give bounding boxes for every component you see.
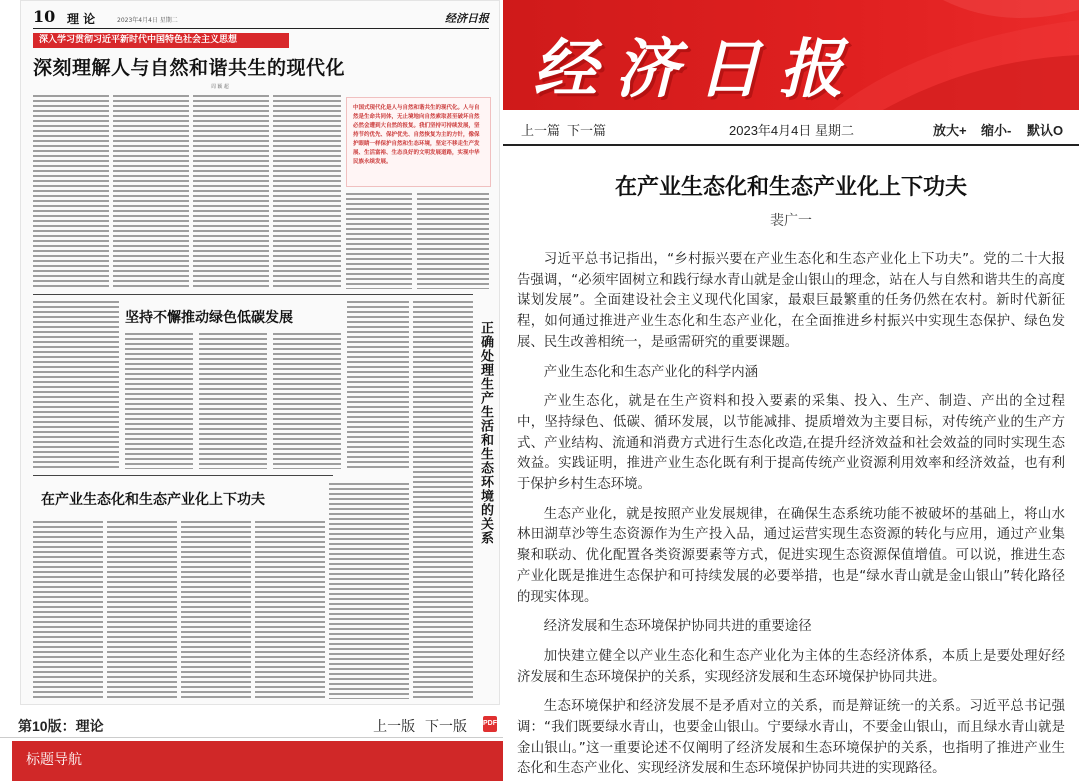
article-paragraph: 产业生态化，就是在生产资料和投入要素的采集、投入、生产、制造、产出的全过程中，坚持绿色、低碳、循环发展，以节能减排、提质增效为主要目标，对传统产业的生产方式、产业结构、流通和消费方式进行生态化改造,在提升经济效益和社会效益的同时实现生态效益。实践证明，推进产业生态化既有利于提高传统产业资源利用效率和经济效益，也有利于保护乡村生态环境。 xyxy=(517,394,1065,493)
zoom-in-button[interactable]: 放大+ xyxy=(933,123,967,138)
text-block xyxy=(417,191,489,289)
article-paragraph: 生态环境保护和经济发展不是矛盾对立的关系，而是辩证统一的关系。习近平总书记强调：“我们既要绿水青山，也要金山银山。宁要绿水青山，不要金山银山，而且绿水青山就是金山银山。”这一重要论述不仅阐明了经济发展和生态环境保护的关系，也指明了推进产业生态化和生态产业化、实现经济发展和生态环境保护协同共进的实现路径。 xyxy=(517,699,1065,777)
page-bar xyxy=(0,712,503,738)
text-block xyxy=(413,299,473,699)
newspaper-subheadline[interactable]: 在产业生态化和生态产业化上下功夫 xyxy=(41,492,265,508)
article-title: 在产业生态化和生态产业化上下功夫 xyxy=(614,175,967,200)
text-block xyxy=(199,331,267,469)
newspaper-date: 2023年4月4日 星期二 xyxy=(117,17,178,24)
page-label: 第10版：理论 xyxy=(18,718,104,734)
newspaper-logo: 经济日报 xyxy=(445,12,489,25)
text-block xyxy=(125,331,193,469)
text-block xyxy=(33,519,103,699)
divider xyxy=(33,294,473,295)
prev-page-link[interactable]: 上一版 xyxy=(373,718,416,734)
text-block xyxy=(346,191,412,289)
newspaper-page-number: 10 xyxy=(33,7,56,26)
text-block xyxy=(255,519,325,699)
pdf-icon[interactable]: PDF xyxy=(483,716,497,732)
next-page-link[interactable]: 下一版 xyxy=(425,718,467,734)
text-block xyxy=(181,519,251,699)
divider xyxy=(33,475,333,476)
text-block xyxy=(33,299,119,469)
column-band: 深入学习贯彻习近平新时代中国特色社会主义思想 xyxy=(33,33,289,48)
newspaper-header xyxy=(33,7,489,29)
article-paragraph: 习近平总书记指出，“乡村振兴要在产业生态化和生态产业化上下功夫”。党的二十大报告强调，“必须牢固树立和践行绿水青山就是金山银山的理念，站在人与自然和谐共生的高度谋划发展”。全面建设社会主义现代化国家，最艰巨最繁重的任务仍然在农村。新时代新征程，如何通过推进产业生态化和生态产业化，在全面推进乡村振兴中实现生态保护、绿色发展、民生改善相统一，是亟需研究的重要课题。 xyxy=(517,252,1065,350)
page-nav xyxy=(367,716,467,736)
masthead-logo: 经济日报 xyxy=(533,32,861,107)
article-subheading: 经济发展和生态环境保护协同共进的重要途径 xyxy=(543,619,812,635)
quote-text: 中国式现代化是人与自然和谐共生的现代化。人与自然是生命共同体，无止境地向自然索取甚至破坏自然必然会遭到大自然的报复。我们坚持可持续发展，坚持节约优先、保护优先、自然恢复为主的方针，像保护眼睛一样保护自然和生态环境，坚定不移走生产发展、生活富裕、生态良好的文明发展道路，实现中华民族永续发展。 xyxy=(353,105,480,165)
vertical-headline[interactable]: 正确处理生产生活和生态环境的关系 xyxy=(478,321,493,545)
masthead xyxy=(503,0,1079,110)
text-block xyxy=(273,331,341,469)
article-body xyxy=(517,250,1065,781)
publication-date: 2023年4月4日 星期二 xyxy=(729,123,854,138)
article-subheading: 产业生态化和生态产业化的科学内涵 xyxy=(543,364,759,380)
quote-box xyxy=(346,97,491,187)
title-navigation-bar[interactable] xyxy=(12,741,503,781)
default-size-button[interactable]: 默认O xyxy=(1027,123,1064,138)
article-author: 裴广一 xyxy=(770,213,812,229)
newspaper-subheadline[interactable]: 坚持不懈推动绿色低碳发展 xyxy=(125,310,293,326)
newspaper-page-panel xyxy=(0,0,503,781)
text-block xyxy=(347,299,409,469)
text-block xyxy=(329,481,409,699)
next-article-link[interactable]: 下一篇 xyxy=(567,123,607,138)
article-paragraph: 加快建立健全以产业生态化和生态产业化为主体的生态经济体系，本质上是要处理好经济发展和生态环境保护的关系，实现经济发展和生态环境保护协同共进。 xyxy=(517,648,1065,685)
article-toolbar xyxy=(503,110,1079,146)
newspaper-main-headline[interactable]: 深刻理解人与自然和谐共生的现代化 xyxy=(33,57,346,79)
newspaper-page-image[interactable] xyxy=(20,0,500,705)
article-panel xyxy=(503,0,1079,781)
newspaper-author: 周 颖 超 xyxy=(211,84,229,90)
title-navigation-label: 标题导航 xyxy=(26,751,82,767)
newspaper-section-name: 理 论 xyxy=(67,12,96,26)
text-block xyxy=(107,519,177,699)
text-block xyxy=(193,93,269,289)
text-block xyxy=(113,93,189,289)
text-block xyxy=(33,93,109,289)
text-block xyxy=(273,93,341,289)
zoom-out-button[interactable]: 缩小- xyxy=(981,123,1012,138)
article-paragraph: 生态产业化，就是按照产业发展规律，在确保生态系统功能不被破坏的基础上，将山水林田湖草沙等生态资源作为生产投入品，通过运营实现生态资源的转化与应用，通过产业集聚和联动、优化配置各类资源要素等方式，促进实现生态资源保值增值。可以说，推进生态产业化既是推进生态保护和可持续发展的必要举措，也是“绿水青山就是金山银山”转化路径的现实体现。 xyxy=(517,506,1065,605)
prev-article-link[interactable]: 上一篇 xyxy=(521,123,561,138)
